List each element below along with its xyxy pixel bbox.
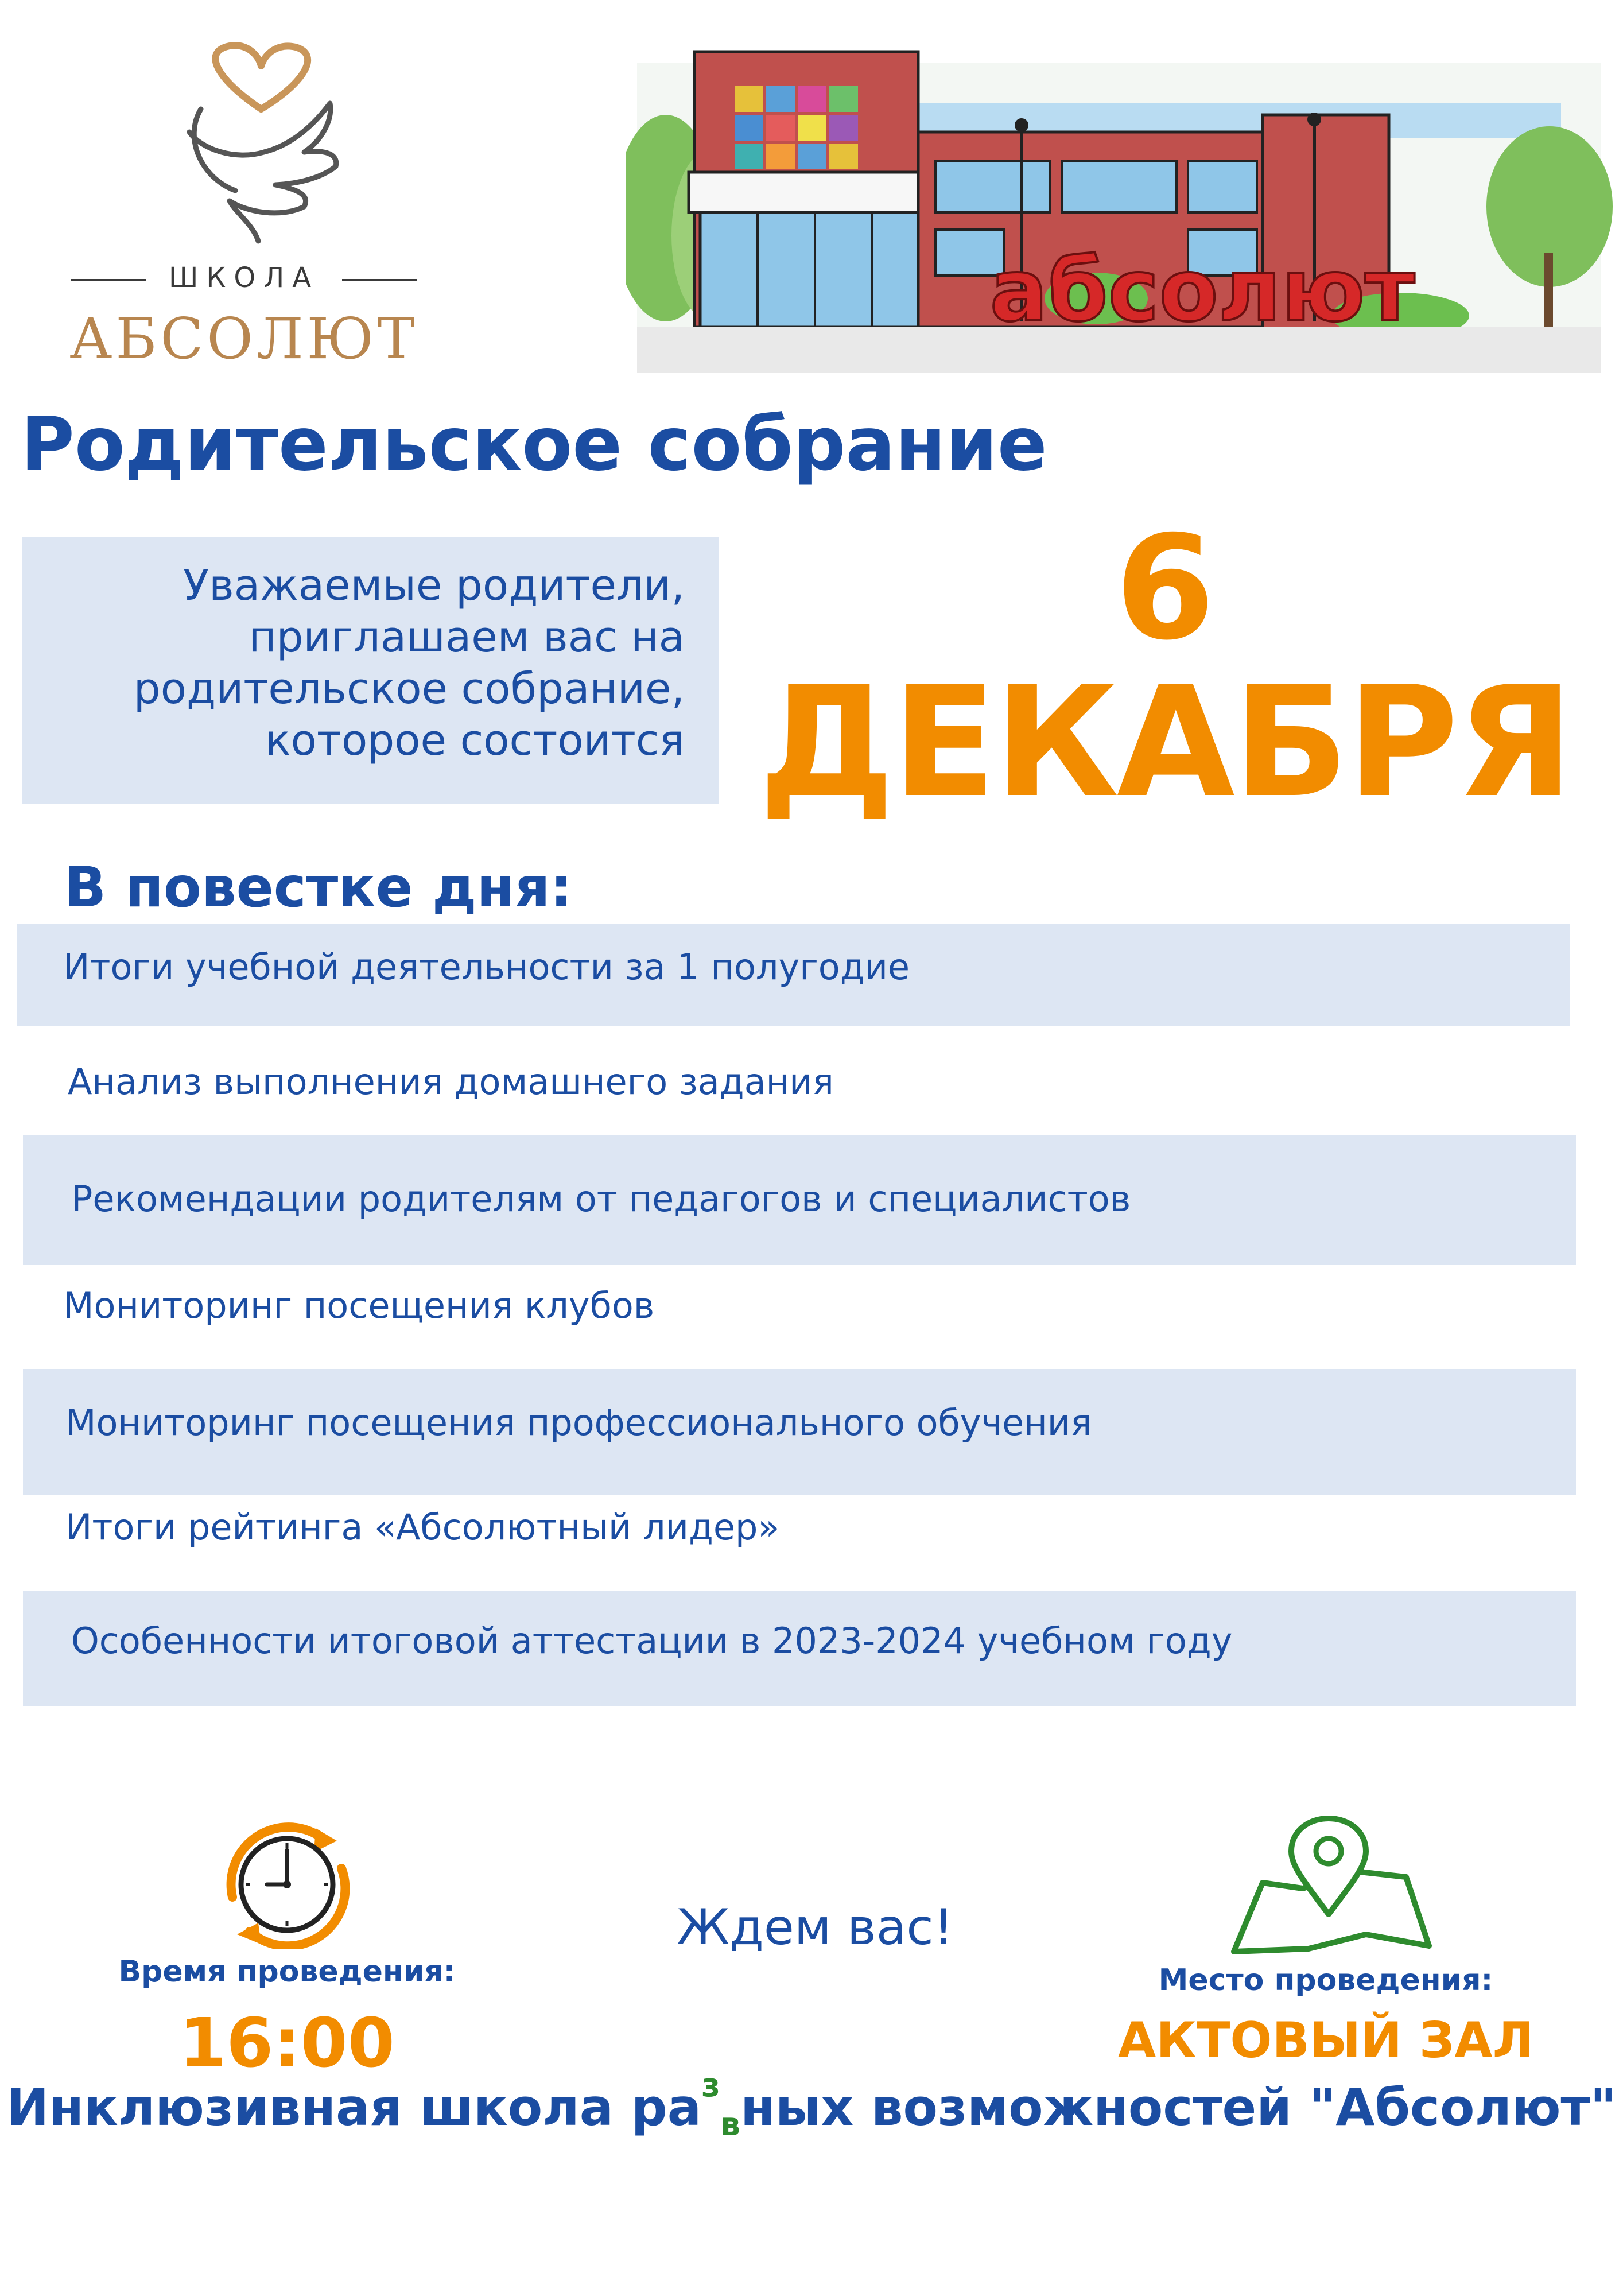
footer-school-name <box>0 2067 1623 2143</box>
time-value: 16:00 <box>179 2003 395 2082</box>
footer-text-before: Инклюзивная школа ра <box>6 2078 702 2137</box>
agenda-item: Мониторинг посещения клубов <box>63 1285 655 1327</box>
map-pin-icon <box>1222 1814 1435 1954</box>
agenda-heading: В повестке дня: <box>64 855 572 920</box>
heart-icon <box>215 45 308 109</box>
building-sign-text: абсолют <box>989 241 1415 341</box>
logo-school-word: ШКОЛА <box>168 262 320 294</box>
logo-divider-left <box>71 279 146 281</box>
logo-school-name: АБСОЛЮТ <box>69 307 418 372</box>
invitation-line: приглашаем вас на <box>249 612 685 662</box>
agenda-item: Мониторинг посещения профессионального обучения <box>65 1402 1092 1444</box>
footer-letter-z: з <box>701 2067 720 2104</box>
agenda-item: Анализ выполнения домашнего задания <box>68 1061 834 1103</box>
meeting-date-month: ДЕКАБРЯ <box>758 653 1572 831</box>
time-label: Время проведения: <box>118 1954 456 1989</box>
agenda-item: Итоги учебной деятельности за 1 полугодие <box>63 946 910 988</box>
footer-text-after: ных возможностей "Абсолют" <box>740 2078 1617 2137</box>
invitation-line: родительское собрание, <box>133 664 685 713</box>
meeting-date-day: 6 <box>1115 505 1215 672</box>
invitation-line: которое состоится <box>265 716 685 765</box>
place-value: АКТОВЫЙ ЗАЛ <box>1117 2012 1534 2069</box>
agenda-item: Итоги рейтинга «Абсолютный лидер» <box>65 1506 780 1548</box>
school-building-illustration <box>626 46 1613 390</box>
logo-divider-right <box>342 279 417 281</box>
page-title: Родительское собрание <box>21 402 1047 487</box>
invitation-box <box>22 537 719 804</box>
agenda-item: Рекомендации родителям от педагогов и специалистов <box>71 1178 1131 1220</box>
invitation-line: Уважаемые родители, <box>183 561 685 610</box>
welcome-text: Ждем вас! <box>676 1899 954 1956</box>
clock-icon <box>209 1817 364 1949</box>
footer-letter-v: в <box>720 2106 741 2143</box>
place-label: Место проведения: <box>1158 1963 1493 1998</box>
school-logo-graphic <box>166 40 356 247</box>
agenda-item: Особенности итоговой аттестации в 2023-2024 учебном году <box>71 1620 1233 1662</box>
